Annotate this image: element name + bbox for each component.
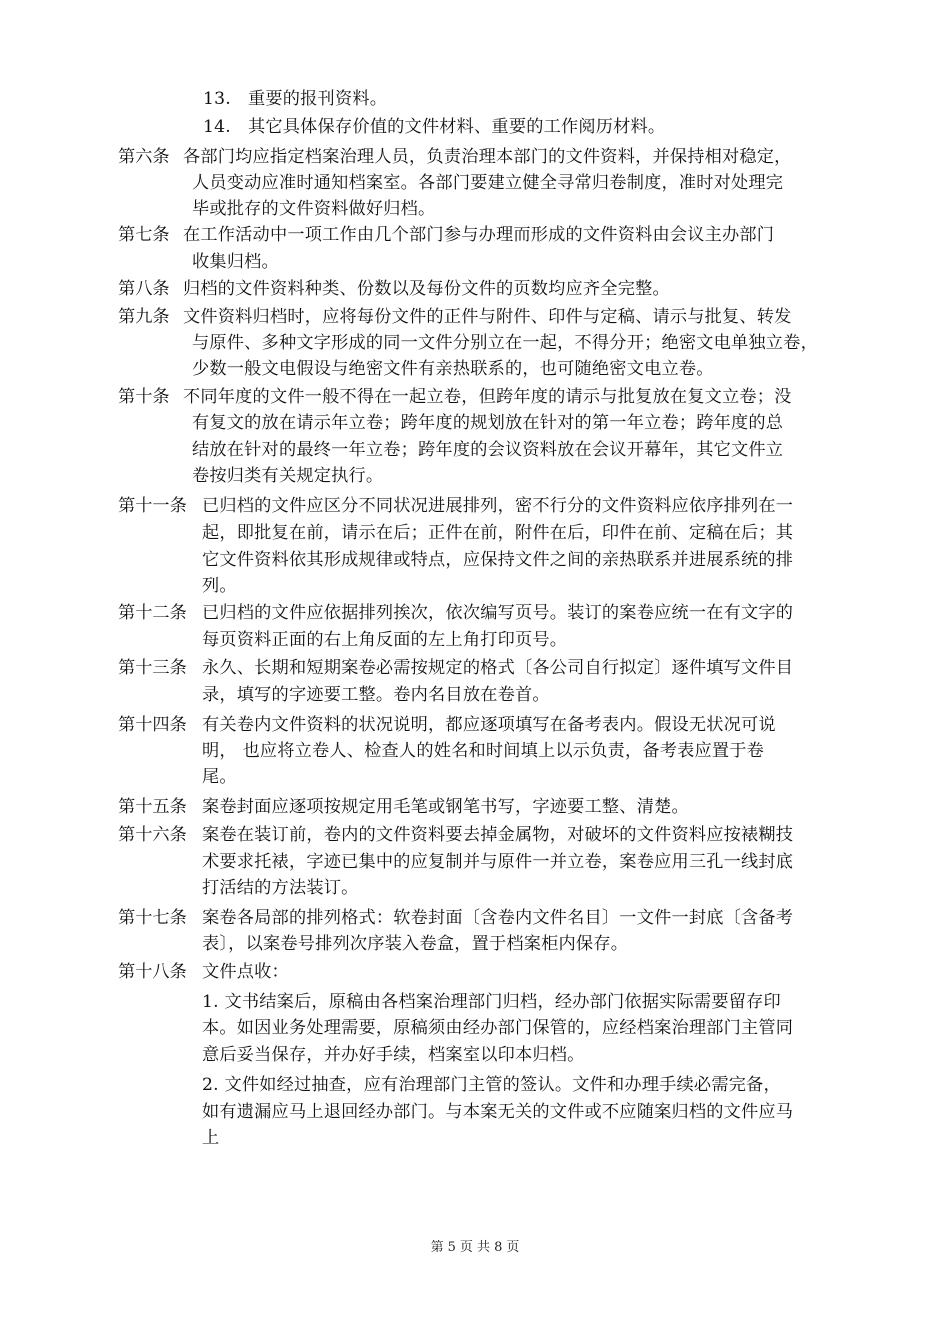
- article-11-line-2: 起，即批复在前，请示在后；正件在前，附件在后，印件在前、定稿在后；其: [202, 523, 794, 543]
- article-9-line-2: 与原件、多种文字形成的同一文件分别立在一起，不得分开；绝密文电单独立卷，: [192, 333, 818, 353]
- article-16-line-3: 打活结的方法装订。: [202, 878, 359, 898]
- article-9-line-3: 少数一般文电假设与绝密文件有亲热联系的，也可随绝密文电立卷。: [192, 359, 714, 379]
- list-item-13-text: 重要的报刊资料。: [248, 89, 388, 109]
- article-10-line-2: 有复文的放在请示年立卷；跨年度的规划放在针对的第一年立卷；跨年度的总: [192, 413, 784, 433]
- article-11-line-4: 列。: [202, 576, 237, 596]
- article-11-line-3: 它文件资料依其形成规律或特点，应保持文件之间的亲热联系并进展系统的排: [202, 550, 794, 570]
- article-6-label: 第六条: [118, 147, 170, 167]
- footer-page-number: 5: [447, 1240, 456, 1255]
- article-6-line-1: 各部门均应指定档案治理人员，负责治理本部门的文件资料，并保持相对稳定，: [183, 147, 792, 167]
- footer-total-pages: 8: [494, 1240, 503, 1255]
- article-17-line-2: 表〕，以案卷号排列次序装入卷盒，置于档案柜内保存。: [202, 934, 629, 954]
- article-12-line-2: 每页资料正面的右上角反面的左上角打印页号。: [202, 630, 568, 650]
- subitem-2-line-2: 如有遗漏应马上退回经办部门。与本案无关的文件或不应随案归档的文件应马: [202, 1102, 794, 1122]
- article-7-label: 第七条: [118, 225, 170, 245]
- article-6-line-3: 毕或批存的文件资料做好归档。: [192, 199, 436, 219]
- list-item-14-text: 其它具体保存价值的文件材料、重要的工作阅历材料。: [248, 117, 666, 137]
- article-18-label: 第十八条: [118, 962, 187, 982]
- article-15-line-1: 案卷封面应逐项按规定用毛笔或钢笔书写，字迹要工整、清楚。: [202, 797, 689, 817]
- article-10-line-1: 不同年度的文件一般不得在一起立卷，但跨年度的请示与批复放在复文立卷；没: [183, 387, 792, 407]
- page-footer: [0, 1236, 950, 1255]
- article-8-label: 第八条: [118, 279, 170, 299]
- subitem-2-line-3: 上: [202, 1128, 220, 1148]
- article-6-line-2: 人员变动应准时通知档案室。各部门要建立健全寻常归卷制度，准时对处理完: [192, 173, 784, 193]
- article-10-line-4: 卷按归类有关规定执行。: [192, 466, 384, 486]
- article-7-line-2: 收集归档。: [192, 252, 279, 272]
- footer-prefix: 第: [430, 1240, 444, 1255]
- footer-mid: 页 共: [459, 1240, 491, 1255]
- article-11-label: 第十一条: [118, 496, 187, 516]
- list-item-13-number: 13.: [203, 89, 231, 109]
- article-14-label: 第十四条: [118, 715, 187, 735]
- article-16-line-1: 案卷在装订前，卷内的文件资料要去掉金属物，对破坏的文件资料应按裱糊技: [202, 825, 794, 845]
- article-14-line-3: 尾。: [202, 767, 237, 787]
- article-12-line-1: 已归档的文件应依据排列挨次，依次编写页号。装订的案卷应统一在有文字的: [202, 603, 794, 623]
- article-17-line-1: 案卷各局部的排列格式：软卷封面〔含卷内文件名目〕一文件一封底〔含备考: [202, 908, 794, 928]
- article-14-line-1: 有关卷内文件资料的状况说明，都应逐项填写在备考表内。假设无状况可说: [202, 715, 776, 735]
- article-13-line-1: 永久、长期和短期案卷必需按规定的格式〔各公司自行拟定〕逐件填写文件目: [202, 658, 794, 678]
- article-12-label: 第十二条: [118, 603, 187, 623]
- subitem-2-line-1: 2. 文件如经过抽查，应有治理部门主管的签认。文件和办理手续必需完备，: [202, 1075, 781, 1095]
- article-8-line-1: 归档的文件资料种类、份数以及每份文件的页数均应齐全完整。: [183, 279, 670, 299]
- article-9-label: 第九条: [118, 307, 170, 327]
- subitem-1-line-2: 本。如因业务处理需要，原稿须由经办部门保管的，应经档案治理部门主管同: [202, 1018, 794, 1038]
- list-item-14-number: 14.: [203, 117, 231, 137]
- subitem-1-line-3: 意后妥当保存，并办好手续，档案室以印本归档。: [202, 1045, 585, 1065]
- article-15-label: 第十五条: [118, 797, 187, 817]
- article-16-line-2: 术要求托裱，字迹已集中的应复制并与原件一并立卷，案卷应用三孔一线封底: [202, 852, 794, 872]
- article-10-label: 第十条: [118, 387, 170, 407]
- article-13-line-2: 录，填写的字迹要工整。卷内名目放在卷首。: [202, 685, 550, 705]
- article-17-label: 第十七条: [118, 908, 187, 928]
- article-11-line-1: 已归档的文件应区分不同状况进展排列，密不行分的文件资料应依序排列在一: [202, 496, 794, 516]
- footer-suffix: 页: [506, 1240, 520, 1255]
- article-13-label: 第十三条: [118, 658, 187, 678]
- article-14-line-2: 明， 也应将立卷人、检查人的姓名和时间填上以示负责，备考表应置于卷: [202, 741, 765, 761]
- subitem-1-line-1: 1. 文书结案后，原稿由各档案治理部门归档，经办部门依据实际需要留存印: [202, 992, 781, 1012]
- article-7-line-1: 在工作活动中一项工作由几个部门参与办理而形成的文件资料由会议主办部门: [183, 225, 775, 245]
- article-9-line-1: 文件资料归档时，应将每份文件的正件与附件、印件与定稿、请示与批复、转发: [183, 307, 792, 327]
- article-18-line-1: 文件点收：: [202, 962, 289, 982]
- article-10-line-3: 结放在针对的最终一年立卷；跨年度的会议资料放在会议开幕年，其它文件立: [192, 440, 784, 460]
- article-16-label: 第十六条: [118, 825, 187, 845]
